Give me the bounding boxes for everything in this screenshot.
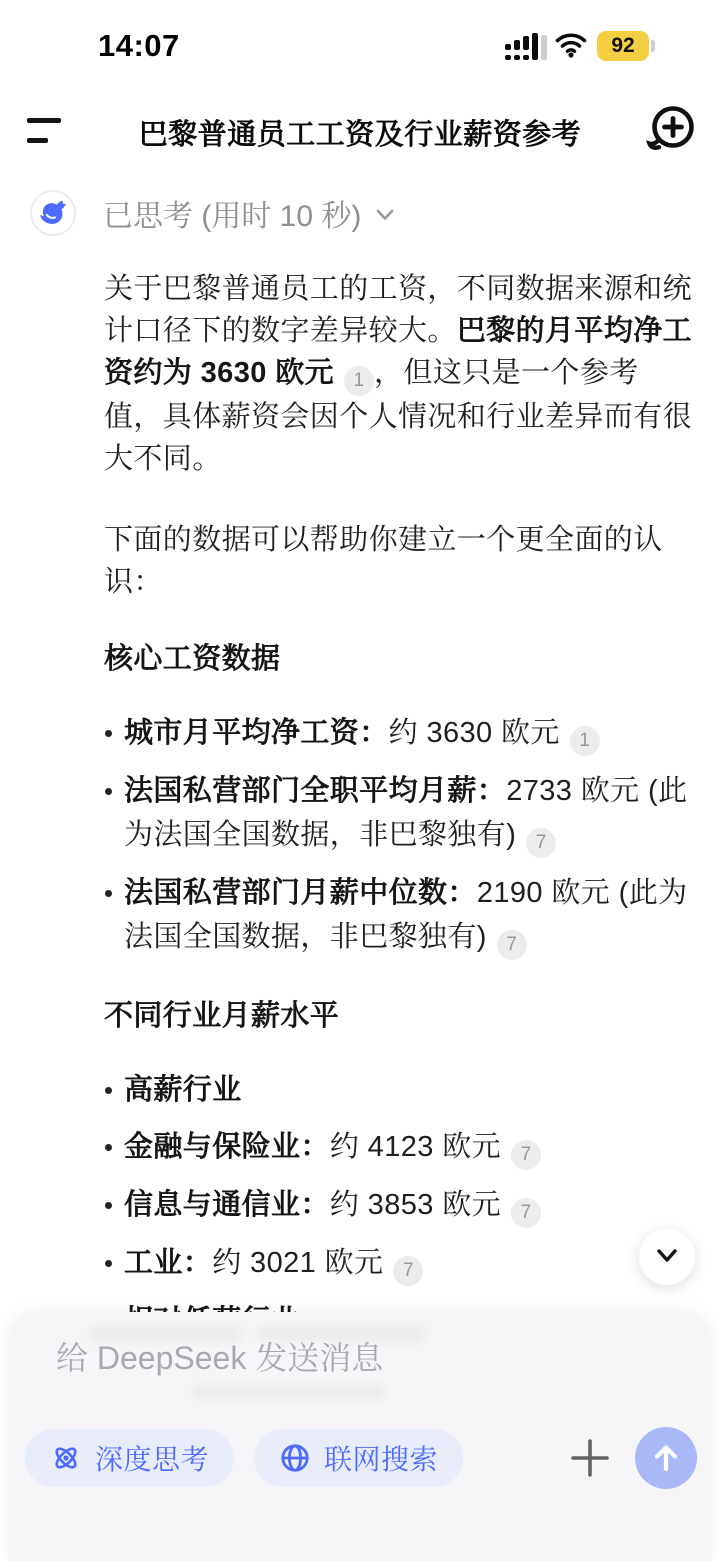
list-item: 高薪行业 bbox=[104, 1068, 692, 1112]
message-input[interactable] bbox=[54, 1336, 614, 1380]
cellular-signal-icon bbox=[505, 33, 549, 60]
list-item: 法国私营部门月薪中位数：2190 欧元 (此为法国全国数据，非巴黎独有) 7 bbox=[104, 871, 692, 960]
plus-icon bbox=[570, 1438, 610, 1478]
web-search-button[interactable] bbox=[254, 1429, 463, 1487]
citation-badge[interactable]: 1 bbox=[344, 366, 374, 396]
intro-line: 下面的数据可以帮助你建立一个更全面的认识： bbox=[104, 524, 663, 598]
atom-icon bbox=[50, 1442, 82, 1474]
list-item: 信息与通信业：约 3853 欧元 7 bbox=[104, 1183, 692, 1228]
list-item: 城市月平均净工资：约 3630 欧元 1 bbox=[104, 711, 692, 756]
deep-think-label: 深度思考 bbox=[95, 1444, 210, 1475]
deepseek-whale-icon bbox=[37, 197, 69, 229]
battery-indicator bbox=[597, 31, 649, 61]
new-chat-icon bbox=[644, 100, 700, 156]
ghost-text bbox=[194, 1384, 384, 1400]
answer-paragraph: 关于巴黎普通员工的工资，不同数据来源和统计口径下的数字差异较大。巴黎的月平均净工资约为 3630 欧元 1 ，但这只是一个参考值，具体薪资会因个人情况和行业差异而有很大不同。 bbox=[104, 273, 693, 475]
citation-badge[interactable]: 7 bbox=[511, 1140, 541, 1170]
list-item: 法国私营部门全职平均月薪：2733 欧元 (此为法国全国数据，非巴黎独有) 7 bbox=[104, 769, 692, 858]
add-attachment-button[interactable] bbox=[568, 1436, 612, 1480]
industry-salary-list bbox=[104, 1068, 692, 1343]
citation-badge[interactable]: 1 bbox=[570, 726, 600, 756]
deep-think-button[interactable] bbox=[25, 1429, 234, 1487]
hamburger-icon bbox=[27, 118, 61, 123]
assistant-avatar bbox=[30, 190, 76, 236]
battery-percent: 92 bbox=[611, 34, 635, 57]
thought-summary-label: 已思考 (用时 10 秒) bbox=[103, 200, 362, 233]
citation-badge[interactable]: 7 bbox=[497, 930, 527, 960]
wifi-icon bbox=[555, 32, 587, 58]
web-search-label: 联网搜索 bbox=[324, 1444, 439, 1475]
page-title: 巴黎普通员工工资及行业薪资参考 bbox=[138, 119, 582, 151]
header bbox=[0, 90, 720, 172]
battery-tip bbox=[651, 40, 655, 52]
chevron-down-icon bbox=[373, 205, 397, 225]
list-item: 金融与保险业：约 4123 欧元 7 bbox=[104, 1125, 692, 1170]
status-bar bbox=[0, 0, 720, 90]
chevron-down-icon bbox=[652, 1246, 682, 1268]
section-heading: 核心工资数据 bbox=[104, 643, 281, 675]
composer-panel bbox=[8, 1312, 712, 1561]
globe-icon bbox=[279, 1442, 311, 1474]
clock-text: 14:07 bbox=[98, 28, 180, 63]
citation-badge[interactable]: 7 bbox=[393, 1256, 423, 1286]
menu-button[interactable] bbox=[27, 114, 67, 146]
composer-toolbar bbox=[8, 1427, 712, 1489]
send-button[interactable] bbox=[635, 1427, 697, 1489]
core-salary-list bbox=[104, 711, 692, 960]
thought-toggle[interactable] bbox=[30, 190, 692, 236]
citation-badge[interactable]: 7 bbox=[526, 828, 556, 858]
citation-badge[interactable]: 7 bbox=[511, 1198, 541, 1228]
new-chat-button[interactable] bbox=[644, 100, 700, 156]
arrow-up-icon bbox=[651, 1442, 681, 1474]
list-item: 工业：约 3021 欧元 7 bbox=[104, 1241, 692, 1286]
section-heading: 不同行业月薪水平 bbox=[104, 1000, 340, 1032]
scroll-to-bottom-button[interactable] bbox=[639, 1229, 695, 1285]
